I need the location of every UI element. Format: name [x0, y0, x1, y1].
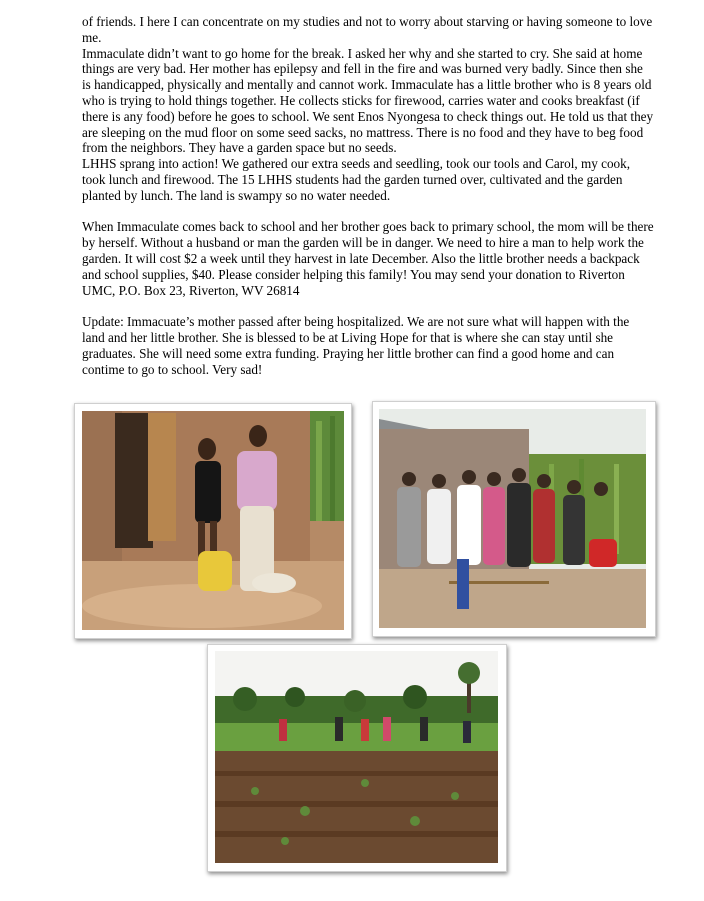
paragraph-4: When Immaculate comes back to school and her brother goes back to primary school, the mom will be there by herself. Without a husband or man the garden will be in danger. We need to hire a man to help work the garden. It will cost $2 a week until they harvest in late December. Also the little brother needs a backpack and school supplies, $40. Please consider helping this family! You may send your donation to Riverton UMC, P.O. Box 23, Riverton, WV 26814 — [82, 219, 654, 298]
paragraph-3: LHHS sprang into action! We gathered our extra seeds and seedling, took our tools and Carol, my cook, took lunch and firewood. The 15 LHHS students had the garden turned over, cultivated and the garden planted by lunch. The land is swampy so no water needed. — [82, 156, 631, 203]
document-text — [82, 14, 654, 377]
paragraph-gap — [82, 204, 654, 220]
paragraph-5: Update: Immacuate’s mother passed after being hospitalized. We are not sure what will happen with the land and her little brother. She is blessed to be at Living Hope for that is where she can stay until she graduates. She will need some extra funding. Praying her little brother can find a good home and can contime to go to school. Very sad! — [82, 314, 630, 377]
paragraph-2: Immaculate didn’t want to go home for the break. I asked her why and she started to cry. She said at home things are very bad. Her mother has epilepsy and fell in the fire and was burned very badly. Since then she is handicapped, physically and mentally and cannot work. Immaculate has a little brother who is 8 years old who is trying to hold things together. He collects sticks for firewood, carries water and cooks breakfast (if there is any food) before he goes to school. We sent Enos Nyongesa to check things out. He told us that they are sleeping on the mud floor on some seed sacks, no mattress. There is no food and they have to beg food from the neighbors. They have a garden space but no seeds. — [82, 45, 654, 156]
photo-student-group — [379, 409, 646, 628]
photo-mother-daughter — [82, 411, 344, 630]
paragraph-gap — [82, 298, 654, 314]
photo-garden-planting — [215, 651, 498, 863]
paragraph-1: of friends. I here I can concentrate on my studies and not to worry about starving or having someone to love me. — [82, 14, 653, 45]
